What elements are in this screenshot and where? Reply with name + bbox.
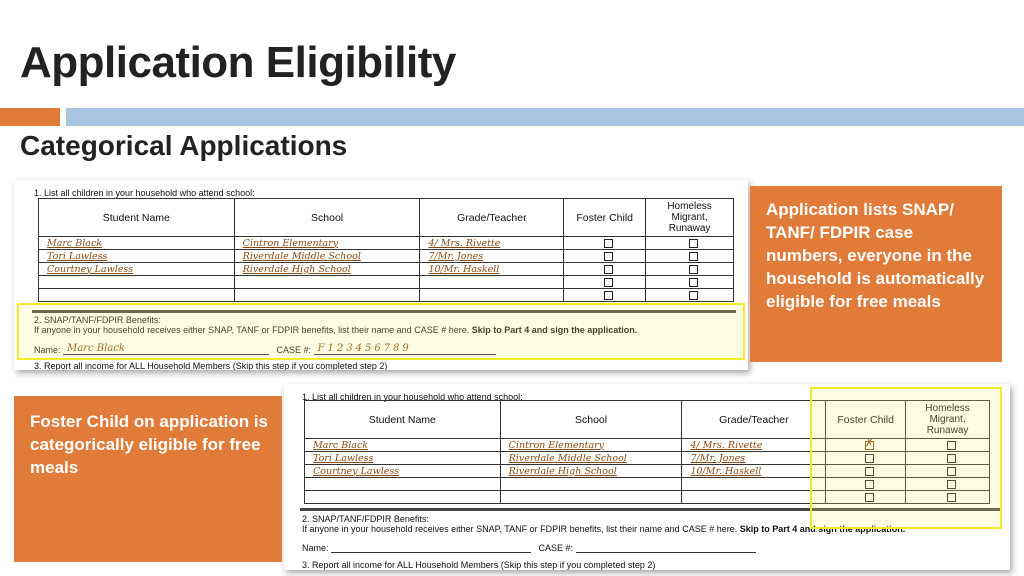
header-grade-teacher: Grade/Teacher: [682, 401, 826, 439]
accent-bar-blue: [66, 108, 1024, 126]
foster-checkbox[interactable]: [604, 252, 613, 261]
header-school: School: [500, 401, 682, 439]
homeless-checkbox[interactable]: [689, 239, 698, 248]
foster-checkbox[interactable]: [604, 239, 613, 248]
student-name: Tori Lawless: [313, 452, 374, 464]
section-2-instructions: If anyone in your household receives either SNAP, TANF or FDPIR benefits, list their name and CASE # here. Skip to Part 4 and sign the application.: [302, 524, 906, 534]
section-2-name-case-row: Name: CASE #:: [302, 542, 756, 553]
section-1-question: 1. List all children in your household who attend school:: [302, 392, 523, 402]
homeless-checkbox[interactable]: [689, 252, 698, 261]
section-2-title: 2. SNAP/TANF/FDPIR Benefits:: [34, 315, 161, 325]
section-2-title: 2. SNAP/TANF/FDPIR Benefits:: [302, 514, 429, 524]
snap-section-highlight: [17, 303, 745, 360]
table-row: [39, 250, 734, 263]
header-foster-child: Foster Child: [826, 401, 906, 439]
header-student-name: Student Name: [39, 199, 235, 237]
student-name: Marc Black: [47, 237, 103, 249]
header-grade-teacher: Grade/Teacher: [420, 199, 564, 237]
case-number-field[interactable]: [576, 542, 756, 553]
name-field[interactable]: [331, 542, 531, 553]
student-name: Tori Lawless: [47, 250, 108, 262]
callout-snap-eligibility: Application lists SNAP/ TANF/ FDPIR case numbers, everyone in the household is automatically eligible for free meals: [750, 186, 1002, 362]
table-header-row: [39, 199, 734, 237]
homeless-checkbox[interactable]: [689, 291, 698, 300]
grade-teacher: 10/Mr. Haskell: [428, 263, 500, 275]
children-table: [38, 198, 734, 302]
grade-teacher: 10/Mr. Haskell: [690, 465, 762, 477]
section-1-question: 1. List all children in your household who attend school:: [34, 188, 255, 198]
header-student-name: Student Name: [305, 401, 501, 439]
school-name: Riverdale High School: [508, 465, 617, 477]
header-homeless-migrant-runaway: Homeless Migrant, Runaway: [646, 199, 734, 237]
table-row: [39, 276, 734, 289]
section-3-title: 3. Report all income for ALL Household Members (Skip this step if you completed step 2): [302, 560, 656, 570]
student-name: Courtney Lawless: [313, 465, 400, 477]
foster-checkbox[interactable]: [604, 265, 613, 274]
homeless-checkbox[interactable]: [689, 265, 698, 274]
table-row: [39, 289, 734, 302]
grade-teacher: 4/ Mrs. Rivette: [690, 439, 763, 451]
student-name: Courtney Lawless: [47, 263, 134, 275]
name-field[interactable]: Marc Black: [63, 344, 269, 355]
foster-checkbox[interactable]: [604, 278, 613, 287]
section-2-name-case-row: Name: Marc Black CASE #: F123456789: [34, 344, 496, 355]
grade-teacher: 7/Mr. Jones: [428, 250, 484, 262]
school-name: Cintron Elementary: [508, 439, 605, 451]
foster-column-highlight: [810, 387, 1002, 529]
accent-bar-orange: [0, 108, 60, 126]
section-2-instructions: If anyone in your household receives either SNAP, TANF or FDPIR benefits, list their name and CASE # here. Skip to Part 4 and sign the application.: [34, 325, 638, 335]
table-row: [39, 263, 734, 276]
slide-title: Application Eligibility: [20, 38, 456, 87]
grade-teacher: 7/Mr. Jones: [690, 452, 746, 464]
homeless-checkbox[interactable]: [689, 278, 698, 287]
school-name: Cintron Elementary: [242, 237, 339, 249]
header-homeless-migrant-runaway: Homeless Migrant, Runaway: [906, 401, 990, 439]
slide-subtitle: Categorical Applications: [20, 130, 348, 161]
school-name: Riverdale Middle School: [242, 250, 361, 262]
table-row: [39, 237, 734, 250]
student-name: Marc Black: [313, 439, 369, 451]
school-name: Riverdale High School: [242, 263, 351, 275]
case-number-field[interactable]: F123456789: [314, 344, 496, 355]
header-foster-child: Foster Child: [564, 199, 646, 237]
section-3-title: 3. Report all income for ALL Household Members (Skip this step if you completed step 2): [34, 361, 388, 370]
grade-teacher: 4/ Mrs. Rivette: [428, 237, 501, 249]
header-school: School: [234, 199, 420, 237]
foster-checkbox[interactable]: [604, 291, 613, 300]
school-name: Riverdale Middle School: [508, 452, 627, 464]
callout-foster-eligibility: Foster Child on application is categorically eligible for free meals: [14, 396, 282, 562]
